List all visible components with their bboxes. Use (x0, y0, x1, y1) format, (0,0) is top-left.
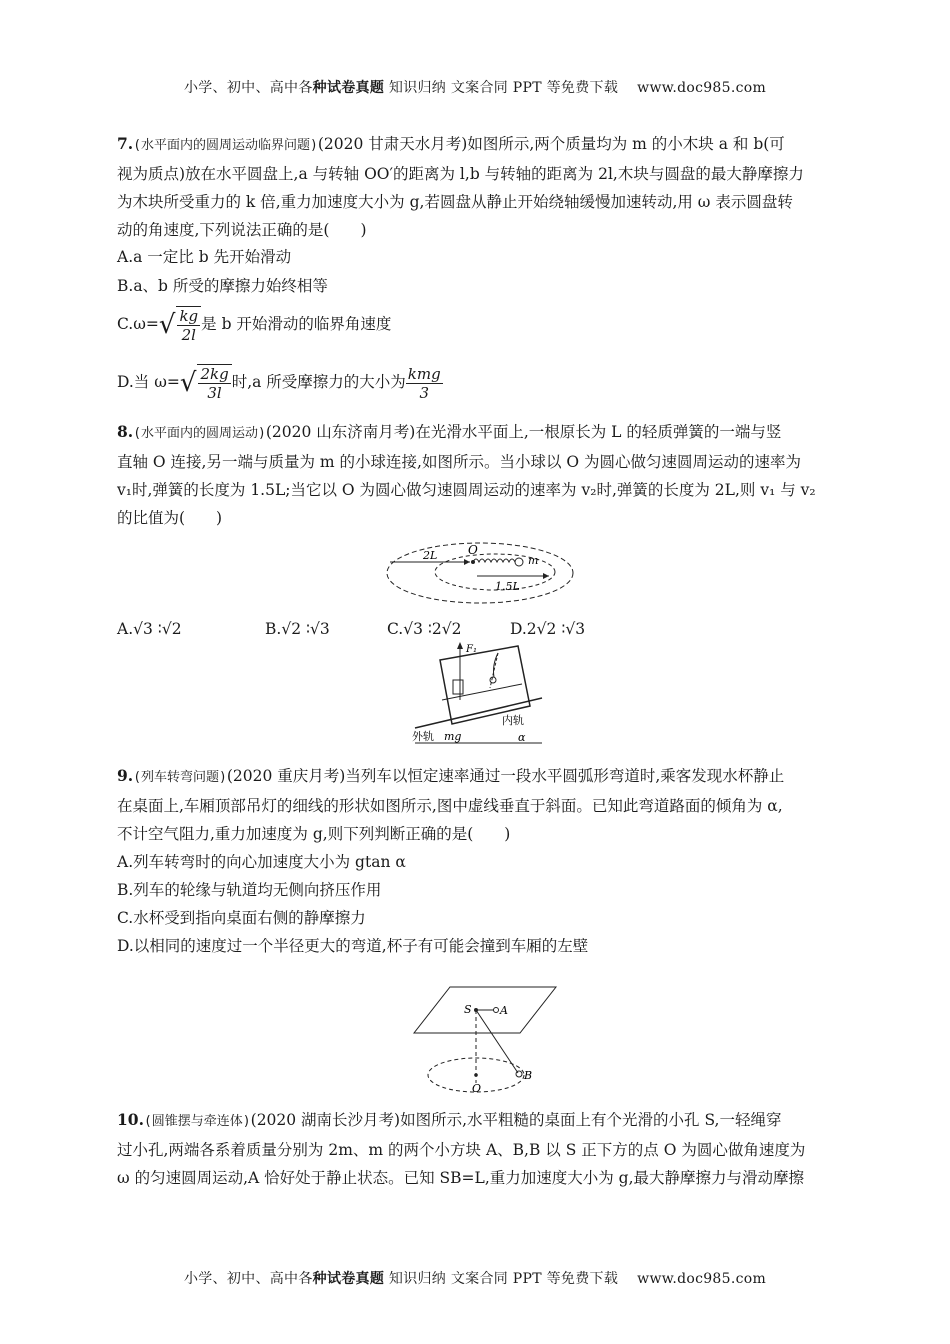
q9-stem: 9.(列车转弯问题)(2020 重庆月考)当列车以恒定速率通过一段水平圆弧形弯道时,乘客发现水杯静止 在桌面上,车厢顶部吊灯的细线的形状如图所示,图中虚线垂直于斜面。已知此弯道路面的倾角为 α, 不计空气阻力,重力加速度为 g,则下列判断正确的是( ) A.列车转弯时的向心加速度大小为 gtan α B.列车的轮缘与轨道均无侧向挤压作用 C.水杯受到指向桌面右侧的静摩擦力 D.以相同的速度过一个半径更大的弯道,杯子有可能会撞到车厢的左壁 (117, 762, 837, 960)
q9-number: 9 (117, 766, 128, 785)
q8-line2: 直轴 O 连接,另一端与质量为 m 的小球连接,如图所示。当小球以 O 为圆心做匀速圆周运动的速率为 (117, 453, 802, 471)
q7-option-c (117, 304, 837, 344)
q7-line1: (2020 甘肃天水月考)如图所示,两个质量均为 m 的小木块 a 和 b(可 (317, 135, 785, 153)
sqrt-icon: √ (158, 310, 176, 340)
q9-label-inner: 内轨 (502, 714, 524, 727)
q9-line1: (2020 重庆月考)当列车以恒定速率通过一段水平圆弧形弯道时,乘客发现水杯静止 (226, 767, 785, 785)
q8-option-c: C.√3 ∶2√2 (387, 620, 462, 638)
banner-text-b: 种试卷真题 (312, 1271, 385, 1287)
q8-line1: (2020 山东济南月考)在光滑水平面上,一根原长为 L 的轻质弹簧的一端与竖 (265, 423, 782, 441)
banner-url[interactable]: www.doc985.com (637, 80, 767, 96)
q9-lamp (490, 677, 496, 683)
top-banner (0, 77, 950, 97)
banner-text-a: 小学、初中、高中各 (183, 80, 313, 96)
q10-tag: (圆锥摆与牵连体) (143, 1114, 251, 1129)
q8-number: 8 (117, 422, 128, 441)
q8-label-m: m (528, 554, 539, 567)
q8-tag: (水平面内的圆周运动) (133, 426, 266, 441)
q7-option-a: A.a 一定比 b 先开始滑动 (117, 248, 292, 266)
bottom-banner (0, 1268, 950, 1288)
q10-label-A: A (500, 1004, 508, 1017)
q8-option-a: A.√3 ∶√2 (117, 620, 182, 638)
q8-outer-orbit (387, 543, 573, 603)
q7-stem: 7.(水平面内的圆周运动临界问题)(2020 甘肃天水月考)如图所示,两个质量均为 m 的小木块 a 和 b(可 视为质点)放在水平圆盘上,a 与转轴 OO′的距离为 l,b 与转轴的距离为 2l,木块与圆盘的最大静摩擦力 为木块所受重力的 k 倍,重力加速度大小为 g,若圆盘从静止开始绕轴缓慢加速转动,用 ω 表示圆盘转 动的角速度,下列说法正确的是( ) (117, 130, 837, 244)
q7-line4: 动的角速度,下列说法正确的是( ) (117, 221, 367, 239)
q7-option-d (117, 362, 837, 402)
q10-label-O: O (472, 1082, 482, 1095)
banner-url[interactable]: www.doc985.com (637, 1271, 767, 1287)
q9-option-a: A.列车转弯时的向心加速度大小为 gtan α (117, 853, 406, 871)
q9-table (442, 684, 522, 700)
q8-figure (385, 538, 575, 608)
q8-label-15L: 1.5L (495, 580, 520, 593)
q9-tag: (列车转弯问题) (133, 770, 227, 785)
q10-center-O (474, 1073, 478, 1077)
q9-option-b: B.列车的轮缘与轨道均无侧向挤压作用 (117, 881, 382, 899)
q8-arrow-head (543, 573, 549, 579)
q7-option-d-pre: D.当 ω= (117, 373, 180, 391)
q8-line3: v₁时,弹簧的长度为 1.5L;当它以 O 为圆心做匀速圆周运动的速率为 v₂时,弹簧的长度为 2L,则 v₁ 与 v₂ (117, 481, 816, 499)
q7-option-c-num: kg (179, 307, 199, 325)
q9-option-c: C.水杯受到指向桌面右侧的静摩擦力 (117, 909, 366, 927)
q7-option-d-fraction (197, 364, 231, 402)
q7-option-c-post: 是 b 开始滑动的临界角速度 (201, 315, 392, 333)
q9-F1-arrow (457, 642, 463, 649)
q7-number: 7 (117, 134, 128, 153)
q8-arrow-head (464, 559, 470, 565)
q9-label-mg: mg (444, 730, 462, 743)
q7-tag: (水平面内的圆周运动临界问题) (133, 138, 318, 153)
q7-option-c-pre: C.ω= (117, 315, 159, 333)
q8-stem: 8.(水平面内的圆周运动)(2020 山东济南月考)在光滑水平面上,一根原长为 L 的轻质弹簧的一端与竖 直轴 O 连接,另一端与质量为 m 的小球连接,如图所示。当小球以 O 为圆心做匀速圆周运动的速率为 v₁时,弹簧的长度为 1.5L;当它以 O 为圆心做匀速圆周运动的速率为 v₂时,弹簧的长度为 2L,则 v₁ 与 v₂ 的比值为( ) (117, 418, 837, 532)
q7-option-d-den: 3l (207, 384, 222, 402)
sqrt-icon: √ (179, 368, 197, 398)
q10-stem: 10.(圆锥摆与牵连体)(2020 湖南长沙月考)如图所示,水平粗糙的桌面上有个光滑的小孔 S,一轻绳穿 过小孔,两端各系着质量分别为 2m、m 的两个小方块 A、B,B 以 S 正下方的点 O 为圆心做角速度为 ω 的匀速圆周运动,A 恰好处于静止状态。已知 SB=L,重力加速度大小为 g,最大静摩擦力与滑动摩擦 (117, 1106, 837, 1192)
q7-option-c-fraction (176, 306, 201, 344)
q9-line2: 在桌面上,车厢顶部吊灯的细线的形状如图所示,图中虚线垂直于斜面。已知此弯道路面的倾角为 α, (117, 797, 783, 815)
q8-label-2L: 2L (423, 549, 438, 562)
q7-option-b: B.a、b 所受的摩擦力始终相等 (117, 277, 328, 295)
q10-figure (410, 985, 560, 1100)
q9-cup (453, 680, 463, 694)
q7-line3: 为木块所受重力的 k 倍,重力加速度大小为 g,若圆盘从静止开始绕轴缓慢加速转动,用 ω 表示圆盘转 (117, 193, 793, 211)
q8-option-b: B.√2 ∶√3 (265, 620, 330, 638)
q7-option-c-den: 2l (181, 326, 196, 344)
q7-option-d-mid: 时,a 所受摩擦力的大小为 (231, 373, 406, 391)
q9-label-alpha: α (518, 731, 526, 744)
q7-option-d-fden: 3 (419, 383, 430, 402)
q9-line3: 不计空气阻力,重力加速度为 g,则下列判断正确的是( ) (117, 825, 511, 843)
banner-text-b: 种试卷真题 (312, 80, 385, 96)
q8-option-d: D.2√2 ∶√3 (510, 620, 586, 638)
q9-option-d: D.以相同的速度过一个半径更大的弯道,杯子有可能会撞到车厢的左壁 (117, 937, 589, 955)
q10-label-S: S (464, 1003, 472, 1016)
banner-text-c: 知识归纳 文案合同 PPT 等免费下载 (384, 80, 619, 96)
q7-line2: 视为质点)放在水平圆盘上,a 与转轴 OO′的距离为 l,b 与转轴的距离为 2l,木块与圆盘的最大静摩擦力 (117, 165, 804, 183)
q8-label-O: O (468, 543, 478, 557)
q10-block-A (494, 1008, 499, 1013)
q7-option-d-num: 2kg (200, 365, 229, 383)
q10-block-B (516, 1071, 522, 1077)
q10-line2: 过小孔,两端各系着质量分别为 2m、m 的两个小方块 A、B,B 以 S 正下方的点 O 为圆心做角速度为 (117, 1141, 806, 1159)
q8-line4: 的比值为( ) (117, 509, 223, 527)
banner-text-a: 小学、初中、高中各 (183, 1271, 313, 1287)
q9-figure (410, 640, 550, 750)
q10-number: 10 (117, 1110, 139, 1129)
banner-text-c: 知识归纳 文案合同 PPT 等免费下载 (384, 1271, 619, 1287)
q8-spring (473, 559, 515, 562)
q10-line3: ω 的匀速圆周运动,A 恰好处于静止状态。已知 SB=L,重力加速度大小为 g,最大静摩擦力与滑动摩擦 (117, 1169, 805, 1187)
q8-ball (515, 558, 523, 566)
q10-line1: (2020 湖南长沙月考)如图所示,水平粗糙的桌面上有个光滑的小孔 S,一轻绳穿 (250, 1111, 782, 1129)
q9-label-F1: F₁ (466, 644, 477, 655)
q9-label-outer: 外轨 (412, 730, 434, 743)
q7-option-d-force (406, 365, 443, 402)
q7-option-d-fnum: kmg (407, 364, 441, 383)
q10-label-B: B (524, 1069, 533, 1082)
